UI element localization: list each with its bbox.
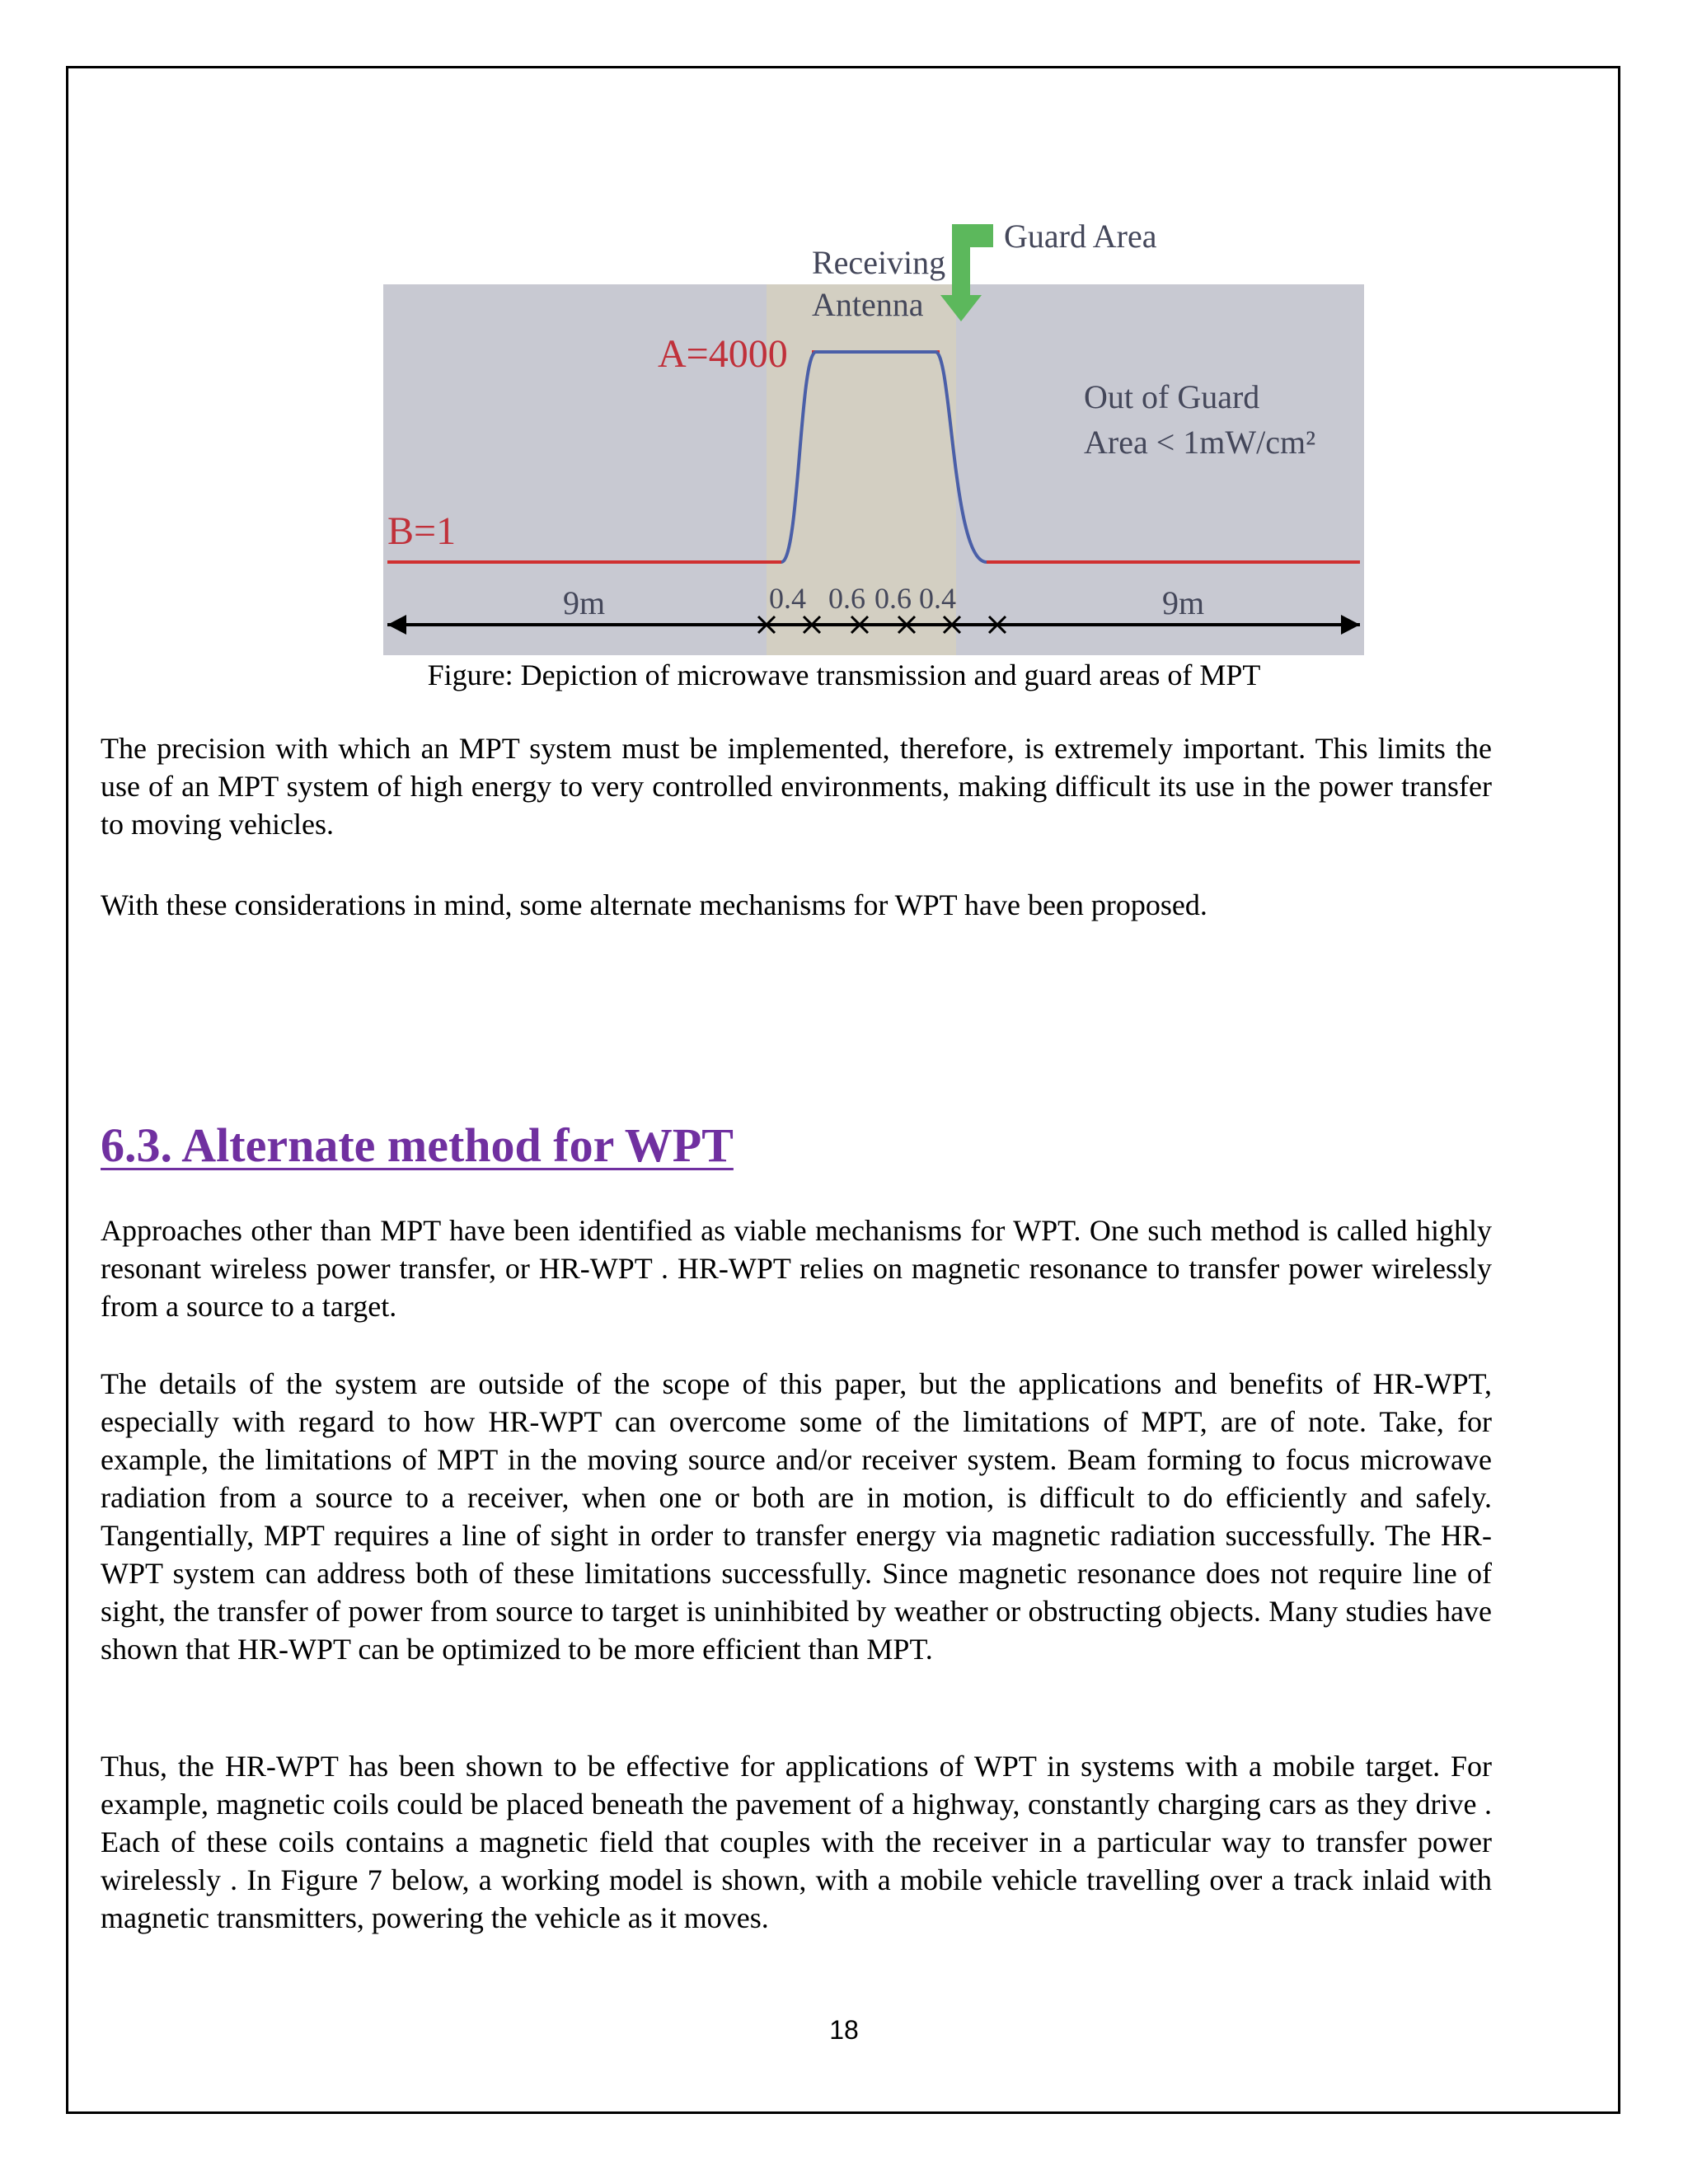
- segment-label-4: 0.4: [919, 582, 956, 615]
- figure-caption: Figure: Depiction of microwave transmission and guard areas of MPT: [427, 658, 1261, 691]
- paragraph-precision: The precision with which an MPT system must be implemented, therefore, is extremely important. This limits the use of an MPT system of high energy to very controlled environments, making difficult its use in the power transfer to moving vehicles.: [101, 732, 1492, 841]
- a-value-label: A=4000: [658, 332, 788, 376]
- segment-label-2: 0.6: [828, 582, 865, 615]
- antenna-label: Antenna: [812, 286, 924, 323]
- out-of-guard-label-2: Area < 1mW/cm²: [1084, 424, 1316, 461]
- distance-right-label: 9m: [1162, 584, 1205, 621]
- segment-label-1: 0.4: [769, 582, 806, 615]
- paragraph-considerations: With these considerations in mind, some alternate mechanisms for WPT have been proposed.: [101, 888, 1207, 921]
- out-of-guard-label-1: Out of Guard: [1084, 378, 1260, 415]
- receiving-label: Receiving: [812, 244, 946, 281]
- paragraph-approaches: Approaches other than MPT have been identified as viable mechanisms for WPT. One such method is called highly resonant wireless power transfer, or HR-WPT . HR-WPT relies on magnetic resonance to transfer power wirelessly from a source to a target.: [101, 1214, 1492, 1323]
- b-value-label: B=1: [387, 509, 457, 553]
- mpt-guard-area-figure: [383, 206, 1364, 655]
- guard-area-label: Guard Area: [1004, 218, 1157, 255]
- page-number: 18: [829, 2015, 859, 2045]
- paragraph-details: The details of the system are outside of the scope of this paper, but the applications and benefits of HR-WPT, especially with regard to how HR-WPT can overcome some of the limitations of MPT, are of note. Take, for example, the limitations of MPT in the moving source and/or receiver system. Beam forming to focus microwave radiation from a source to a receiver, when one or both are in motion, is difficult to do efficiently and safely. Tangentially, MPT requires a line of sight in order to transfer energy via magnetic radiation successfully. The HR-WPT system can address both of these limitations successfully. Since magnetic resonance does not require line of sight, the transfer of power from source to target is uninhibited by weather or obstructing objects. Many studies have shown that HR-WPT can be optimized to be more efficient than MPT.: [101, 1367, 1492, 1666]
- paragraph-mobile-target: Thus, the HR-WPT has been shown to be effective for applications of WPT in systems with a mobile target. For example, magnetic coils could be placed beneath the pavement of a highway, constantly charging cars as they drive . Each of these coils contains a magnetic field that couples with the receiver in a particular way to transfer power wirelessly . In Figure 7 below, a working model is shown, with a mobile vehicle travelling over a track inlaid with magnetic transmitters, powering the vehicle as it moves.: [101, 1750, 1492, 1934]
- section-heading: 6.3. Alternate method for WPT: [101, 1118, 734, 1172]
- distance-left-label: 9m: [563, 584, 606, 621]
- segment-label-3: 0.6: [874, 582, 912, 615]
